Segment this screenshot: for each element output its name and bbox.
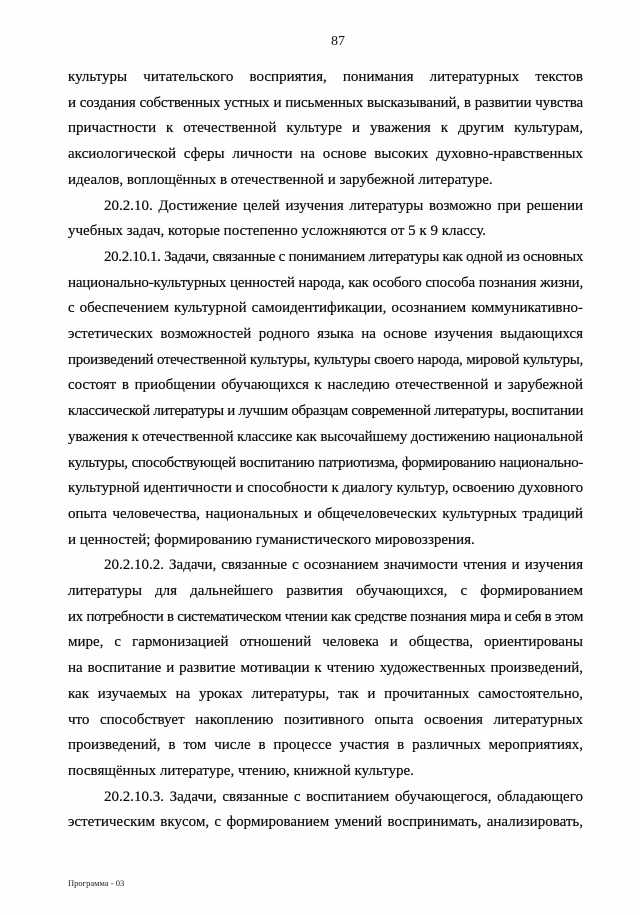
text-line: культурной идентичности и способности к диалогу культур, освоению духовного [68, 480, 583, 497]
text-line: произведений отечественной культуры, культуры своего народа, мировой культуры, [68, 351, 583, 368]
text-line: уважения к отечественной классике как высочайшему достижению национальной [68, 428, 583, 445]
text-line: 20.2.10.1. Задачи, связанные с пониманием литературы как одной из основных [104, 248, 583, 265]
text-line: что способствует накоплению позитивного опыта освоения литературных [68, 711, 583, 728]
text-line: литературы для дальнейшего развития обучающихся, с формированием [68, 583, 583, 600]
text-line: опыта человечества, национальных и общечеловеческих культурных традиций [68, 505, 583, 522]
footer-label: Программа - 03 [68, 878, 125, 888]
text-line: и создания собственных устных и письменных высказываний, в развитии чувства [68, 94, 583, 111]
text-line: с обеспечением культурной самоидентификации, осознанием коммуникативно- [68, 300, 583, 317]
page-number: 87 [331, 34, 345, 49]
paragraph-20-2-10-1 [68, 245, 583, 553]
text-line: произведений, в том числе в процессе участия в различных мероприятиях, [68, 737, 583, 754]
text-line: культуры читательского восприятия, понимания литературных текстов [68, 69, 583, 85]
paragraph-continuation [68, 65, 583, 194]
text-line: и ценностей; формированию гуманистического мировоззрения. [68, 531, 475, 548]
text-line: аксиологической сферы личности на основе высоких духовно-нравственных [68, 146, 583, 163]
text-line: эстетических возможностей родного языка на основе изучения выдающихся [68, 326, 583, 343]
text-line: их потребности в систематическом чтении как средстве познания мира и себя в этом [68, 608, 583, 625]
text-line: 20.2.10.3. Задачи, связанные с воспитанием обучающегося, обладающего [104, 788, 583, 805]
text-line: культуры, способствующей воспитанию патриотизма, формированию национально- [68, 454, 583, 471]
paragraph-20-2-10-2 [68, 553, 583, 784]
text-line: идеалов, воплощённых в отечественной и зарубежной литературе. [68, 171, 493, 188]
text-line: состоят в приобщении обучающихся к наследию отечественной и зарубежной [68, 377, 583, 394]
text-line: 20.2.10.2. Задачи, связанные с осознанием значимости чтения и изучения [104, 557, 583, 574]
body-text [68, 65, 583, 836]
text-line: как изучаемых на уроках литературы, так и прочитанных самостоятельно, [68, 685, 583, 702]
text-line: 20.2.10. Достижение целей изучения литературы возможно при решении [104, 197, 583, 214]
text-line: классической литературы и лучшим образцам современной литературы, воспитании [68, 403, 583, 420]
text-line: на воспитание и развитие мотивации к чтению художественных произведений, [68, 660, 583, 677]
text-line: национально-культурных ценностей народа, как особого способа познания жизни, [68, 274, 583, 291]
paragraph-20-2-10-3 [68, 785, 583, 836]
paragraph-20-2-10 [68, 194, 583, 245]
text-line: эстетическим вкусом, с формированием умений воспринимать, анализировать, [68, 814, 583, 831]
text-line: посвящённых литературе, чтению, книжной культуре. [68, 762, 414, 779]
text-line: учебных задач, которые постепенно усложняются от 5 к 9 классу. [68, 223, 486, 240]
text-line: причастности к отечественной культуре и уважения к другим культурам, [68, 120, 583, 137]
text-line: мире, с гармонизацией отношений человека и общества, ориентированы [68, 634, 583, 651]
